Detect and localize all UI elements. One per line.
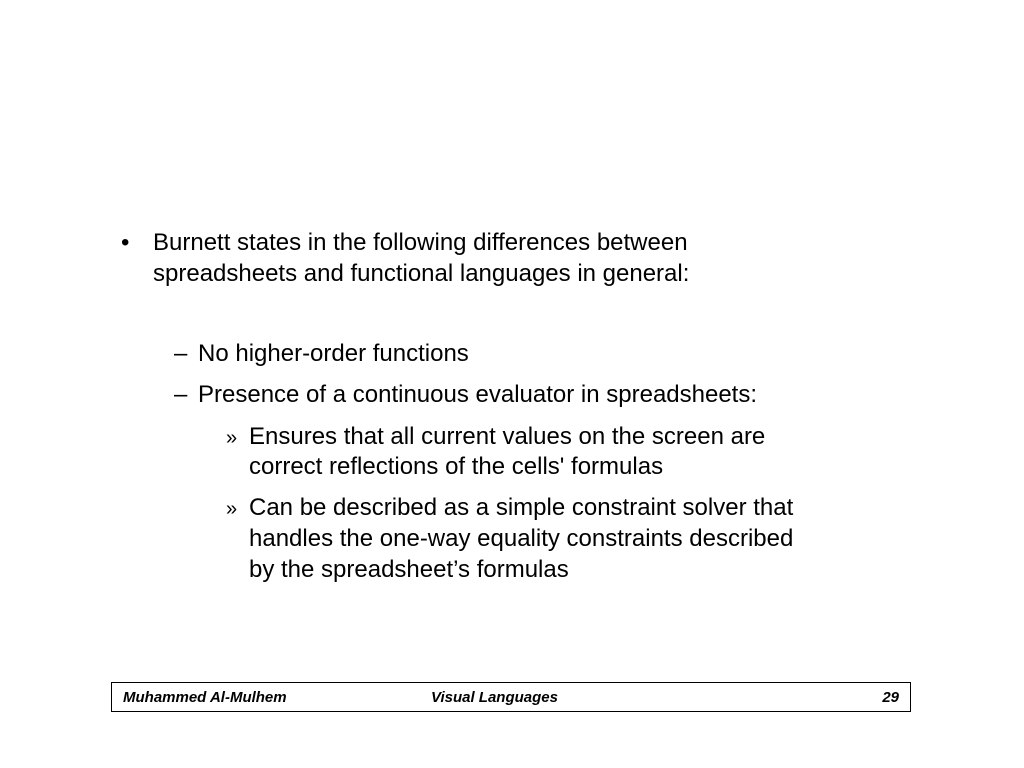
sub-bullet-marker: – [174,381,188,408]
footer-course-title: Visual Languages [431,689,558,706]
subsub-bullet-2-line-2: handles the one-way equality constraints described [249,525,794,552]
sub-bullet-marker: – [174,340,188,367]
footer-page-number: 29 [882,689,899,706]
subsub-bullet-2-line-1: Can be described as a simple constraint solver that [249,494,794,521]
subsub-bullet-2-line-3: by the spreadsheet’s formulas [249,556,569,583]
subsub-bullet-1-line-1: Ensures that all current values on the screen are [249,423,766,450]
subsub-bullet-marker: » [226,427,238,449]
footer-author: Muhammed Al-Mulhem [123,689,287,706]
subsub-bullet-1-line-2: correct reflections of the cells' formulas [249,453,664,480]
bullet-marker: • [121,229,130,256]
subsub-bullet-marker: » [226,498,238,520]
bullet-1-line-2: spreadsheets and functional languages in general: [153,260,690,287]
sub-bullet-2-text: Presence of a continuous evaluator in spreadsheets: [198,381,758,408]
slide-footer [111,682,911,712]
sub-bullet-1-text: No higher-order functions [198,340,469,367]
bullet-1-line-1: Burnett states in the following differences between [153,229,688,256]
